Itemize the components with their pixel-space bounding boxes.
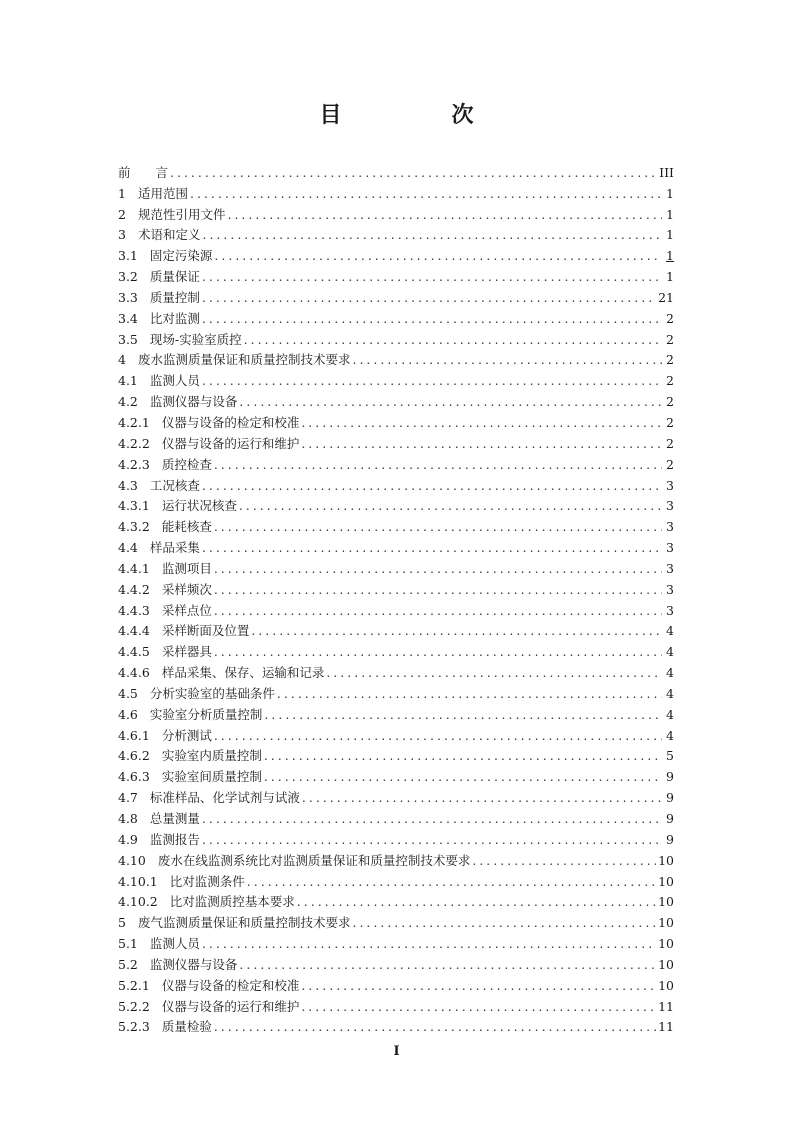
toc-entry[interactable]: [118, 368, 674, 389]
toc-entry-number: 4.9: [118, 831, 138, 847]
toc-dot-leader: [301, 415, 662, 431]
toc-entry-number: 4.4.6: [118, 665, 150, 681]
toc-dot-leader: [202, 832, 662, 848]
toc-entry-number: 4.3: [118, 477, 138, 493]
toc-entry-title: 废水监测质量保证和质量控制技术要求: [137, 352, 351, 368]
toc-entry[interactable]: [118, 473, 674, 494]
toc-entry-page: 2: [666, 435, 674, 451]
toc-entry-title: 样品采集: [149, 540, 200, 556]
toc-entry-title: 适用范围: [137, 185, 188, 201]
toc-entry-number: 4.3.1: [118, 498, 150, 514]
toc-entry-number: 4.4.4: [118, 623, 150, 639]
toc-entry[interactable]: [118, 639, 674, 660]
toc-entry-page: 4: [666, 685, 674, 701]
toc-entry[interactable]: [118, 327, 674, 348]
toc-entry[interactable]: [118, 452, 674, 473]
toc-entry-title: 术语和定义: [137, 227, 201, 243]
toc-entry[interactable]: [118, 223, 674, 244]
toc-entry-page: 1: [666, 206, 674, 222]
toc-dot-leader: [301, 436, 662, 452]
toc-entry-page: 4: [666, 665, 674, 681]
toc-entry-title: 仪器与设备的检定和校准: [161, 414, 300, 430]
toc-entry-number: 5: [118, 915, 126, 931]
page-number-footer: I: [393, 1044, 400, 1059]
toc-entry-number: 3.4: [118, 310, 138, 326]
toc-entry[interactable]: [118, 785, 674, 806]
toc-entry-title: 仪器与设备的检定和校准: [161, 977, 300, 993]
toc-entry[interactable]: [118, 619, 674, 640]
toc-entry[interactable]: [118, 702, 674, 723]
toc-entry-number: 4.3.2: [118, 519, 150, 535]
toc-entry-number: 4.6.2: [118, 748, 150, 764]
toc-entry-number: 3.3: [118, 289, 138, 305]
toc-entry-title: 采样点位: [161, 602, 212, 618]
toc-entry-page: 3: [666, 602, 674, 618]
toc-entry[interactable]: [118, 494, 674, 515]
toc-dot-leader: [264, 769, 662, 785]
toc-entry-page: 4: [666, 727, 674, 743]
toc-entry-title: 仪器与设备的运行和维护: [161, 435, 300, 451]
toc-entry-page: 3: [666, 477, 674, 493]
toc-dot-leader: [264, 707, 662, 723]
toc-dot-leader: [352, 352, 662, 368]
toc-entry-page: 1: [666, 227, 674, 243]
toc-entry-number: 4.4.5: [118, 644, 150, 660]
toc-entry-number: 4.2.3: [118, 456, 150, 472]
toc-entry-number: 4.2.2: [118, 435, 150, 451]
toc-entry-number: 4.6: [118, 706, 138, 722]
toc-dot-leader: [214, 644, 662, 660]
toc-entry-title: 监测报告: [149, 831, 200, 847]
toc-entry-page: 10: [658, 873, 674, 889]
toc-entry-page: 2: [666, 352, 674, 368]
toc-entry-number: 4.10.2: [118, 894, 158, 910]
toc-entry-number: 4.5: [118, 685, 138, 701]
toc-entry-title: 监测项目: [161, 560, 212, 576]
toc-dot-leader: [214, 603, 662, 619]
toc-entry-title: 质量检验: [161, 1019, 212, 1035]
toc-entry-title: 样品采集、保存、运输和记录: [161, 665, 325, 681]
toc-entry[interactable]: [118, 890, 674, 911]
toc-entry-number: 4.1: [118, 373, 138, 389]
toc-entry-number: 4.6.1: [118, 727, 150, 743]
toc-entry-page: 10: [658, 894, 674, 910]
toc-entry[interactable]: [118, 952, 674, 973]
toc-entry[interactable]: [118, 910, 674, 931]
toc-dot-leader: [202, 227, 662, 243]
toc-dot-leader: [214, 519, 662, 535]
toc-entry-number: 4.6.3: [118, 769, 150, 785]
toc-entry-title: 比对监测质控基本要求: [169, 894, 295, 910]
toc-entry-number: 3.1: [118, 248, 138, 264]
toc-dot-leader: [472, 853, 656, 869]
toc-entry-number: 4.10.1: [118, 873, 158, 889]
toc-entry-page: 9: [666, 831, 674, 847]
toc-entry-title: 实验室内质量控制: [161, 748, 262, 764]
toc-entry-page: 10: [658, 956, 674, 972]
toc-entry-title: 总量测量: [149, 811, 200, 826]
toc-entry-page: 2: [666, 414, 674, 430]
toc-dot-leader: [301, 978, 656, 994]
toc-dot-leader: [264, 748, 662, 764]
toc-dot-leader: [170, 165, 657, 181]
toc-entry-page: 3: [666, 519, 674, 535]
toc-entry-title: 监测仪器与设备: [149, 956, 238, 972]
toc-entry-page: 2: [666, 373, 674, 389]
toc-entry-number: 4: [118, 352, 126, 368]
toc-entry-page: 10: [658, 977, 674, 993]
toc-entry-title: 工况核查: [149, 477, 200, 493]
table-of-contents: [118, 160, 674, 1035]
toc-dot-leader: [214, 457, 662, 473]
toc-entry[interactable]: [118, 514, 674, 535]
toc-entry-page: 1: [666, 269, 674, 285]
toc-entry[interactable]: [118, 202, 674, 223]
toc-entry-page: 10: [658, 915, 674, 931]
toc-entry[interactable]: [118, 723, 674, 744]
toc-dot-leader: [352, 915, 656, 931]
toc-entry-number: 4.4: [118, 540, 138, 556]
toc-entry-title: 监测仪器与设备: [149, 394, 238, 410]
toc-entry-title: 标准样品、化学试剂与试液: [149, 790, 300, 806]
toc-entry-number: 4.4.3: [118, 602, 150, 618]
toc-entry-title: 监测人员: [149, 373, 200, 389]
toc-entry-page: 2: [666, 394, 674, 410]
toc-dot-leader: [302, 790, 662, 806]
toc-entry-number: 4.2: [118, 394, 138, 410]
toc-dot-leader: [214, 561, 662, 577]
toc-dot-leader: [227, 207, 662, 223]
toc-entry-title: 实验室分析质量控制: [149, 706, 263, 722]
toc-entry[interactable]: [118, 348, 674, 369]
toc-dot-leader: [202, 811, 662, 827]
toc-entry[interactable]: [118, 306, 674, 327]
toc-entry-page: 3: [666, 498, 674, 514]
toc-entry-number: 4.4.2: [118, 581, 150, 597]
toc-dot-leader: [214, 582, 662, 598]
toc-entry-title: 采样器具: [161, 644, 212, 660]
toc-entry-number: 4.4.1: [118, 560, 150, 576]
toc-dot-leader: [297, 894, 656, 910]
toc-entry-number: 3.5: [118, 331, 138, 347]
toc-entry[interactable]: [118, 160, 674, 181]
toc-entry-page: 9: [666, 769, 674, 785]
toc-entry[interactable]: [118, 1015, 674, 1036]
toc-entry-page: 1: [666, 248, 674, 264]
toc-entry-page: 3: [666, 581, 674, 597]
toc-entry-number: 5.2.3: [118, 1019, 150, 1035]
toc-entry[interactable]: [118, 243, 674, 264]
toc-entry-page: 2: [666, 456, 674, 472]
toc-entry[interactable]: [118, 577, 674, 598]
toc-entry[interactable]: [118, 806, 674, 827]
toc-entry-page: 11: [658, 1019, 674, 1035]
toc-entry-title: 前 言: [118, 164, 169, 180]
toc-dot-leader: [214, 1019, 656, 1035]
toc-entry[interactable]: [118, 556, 674, 577]
toc-entry[interactable]: [118, 744, 674, 765]
toc-dot-leader: [239, 498, 662, 514]
toc-entry[interactable]: [118, 285, 674, 306]
toc-entry-number: 5.2: [118, 956, 138, 972]
toc-dot-leader: [202, 290, 656, 306]
toc-entry-page: III: [659, 164, 674, 180]
toc-dot-leader: [251, 623, 662, 639]
toc-entry-page: 21: [658, 289, 674, 305]
toc-dot-leader: [239, 957, 656, 973]
toc-entry-page: 4: [666, 706, 674, 722]
toc-entry-number: 4.2.1: [118, 414, 150, 430]
toc-entry[interactable]: [118, 410, 674, 431]
toc-dot-leader: [202, 373, 662, 389]
toc-entry[interactable]: [118, 660, 674, 681]
toc-entry-page: 2: [666, 331, 674, 347]
toc-entry[interactable]: [118, 264, 674, 285]
toc-entry-number: 3: [118, 227, 126, 243]
toc-entry-title: 运行状况核查: [161, 498, 237, 514]
toc-entry-title: 监测人员: [149, 936, 200, 952]
toc-entry[interactable]: [118, 431, 674, 452]
toc-entry[interactable]: [118, 535, 674, 556]
toc-entry-page: 3: [666, 540, 674, 556]
toc-entry-title: 采样频次: [161, 581, 212, 597]
toc-dot-leader: [202, 936, 656, 952]
toc-dot-leader: [190, 186, 662, 202]
toc-entry-title: 质量保证: [149, 269, 200, 285]
toc-entry-page: 10: [658, 936, 674, 952]
toc-entry[interactable]: [118, 181, 674, 202]
toc-entry-number: 1: [118, 185, 126, 201]
toc-entry-title: 分析测试: [161, 727, 212, 743]
toc-entry-page: 11: [658, 998, 674, 1014]
toc-entry-title: 废水在线监测系统比对监测质量保证和质量控制技术要求: [157, 852, 471, 868]
toc-entry-title: 比对监测: [149, 310, 200, 326]
toc-dot-leader: [202, 540, 662, 556]
toc-entry-page: 4: [666, 623, 674, 639]
toc-entry[interactable]: [118, 994, 674, 1015]
toc-dot-leader: [247, 874, 656, 890]
toc-entry[interactable]: [118, 827, 674, 848]
toc-dot-leader: [214, 728, 662, 744]
toc-entry-page: 5: [666, 748, 674, 764]
toc-entry-title: 实验室间质量控制: [161, 769, 262, 785]
toc-entry-title: 现场-实验室质控: [149, 331, 242, 347]
toc-entry-page: 10: [658, 852, 674, 868]
toc-entry-title: 质量控制: [149, 289, 200, 305]
toc-entry[interactable]: [118, 848, 674, 869]
toc-entry-title: 能耗核查: [161, 519, 212, 535]
toc-title: 目 次: [319, 102, 518, 128]
toc-entry-page: 9: [666, 811, 674, 826]
toc-entry-page: 9: [666, 790, 674, 806]
toc-dot-leader: [214, 248, 662, 264]
toc-entry-page: 1: [666, 185, 674, 201]
toc-dot-leader: [301, 999, 656, 1015]
toc-entry-number: 5.1: [118, 936, 138, 952]
toc-dot-leader: [326, 665, 662, 681]
toc-entry-title: 固定污染源: [149, 248, 213, 264]
toc-entry-number: 5.2.2: [118, 998, 150, 1014]
toc-dot-leader: [239, 394, 662, 410]
toc-entry[interactable]: [118, 389, 674, 410]
toc-entry-title: 质控检查: [161, 456, 212, 472]
toc-entry-page: 3: [666, 560, 674, 576]
toc-entry-title: 分析实验室的基础条件: [149, 685, 275, 701]
toc-entry[interactable]: [118, 764, 674, 785]
toc-entry-number: 4.8: [118, 811, 138, 826]
toc-dot-leader: [202, 269, 662, 285]
toc-entry[interactable]: [118, 869, 674, 890]
toc-entry-number: 4.7: [118, 790, 138, 806]
toc-entry-number: 3.2: [118, 269, 138, 285]
toc-dot-leader: [277, 686, 662, 702]
toc-dot-leader: [202, 311, 662, 327]
toc-entry[interactable]: [118, 973, 674, 994]
toc-entry-number: 4.10: [118, 852, 146, 868]
toc-entry-number: 5.2.1: [118, 977, 150, 993]
toc-entry[interactable]: [118, 931, 674, 952]
toc-entry[interactable]: [118, 681, 674, 702]
toc-entry-title: 比对监测条件: [169, 873, 245, 889]
toc-entry-number: 2: [118, 206, 126, 222]
toc-dot-leader: [202, 478, 662, 494]
toc-dot-leader: [244, 332, 662, 348]
toc-entry-page: 2: [666, 310, 674, 326]
toc-entry-title: 采样断面及位置: [161, 623, 250, 639]
toc-entry-title: 废气监测质量保证和质量控制技术要求: [137, 915, 351, 931]
toc-entry[interactable]: [118, 598, 674, 619]
toc-entry-title: 规范性引用文件: [137, 206, 226, 222]
toc-entry-title: 仪器与设备的运行和维护: [161, 998, 300, 1014]
toc-entry-page: 4: [666, 644, 674, 660]
